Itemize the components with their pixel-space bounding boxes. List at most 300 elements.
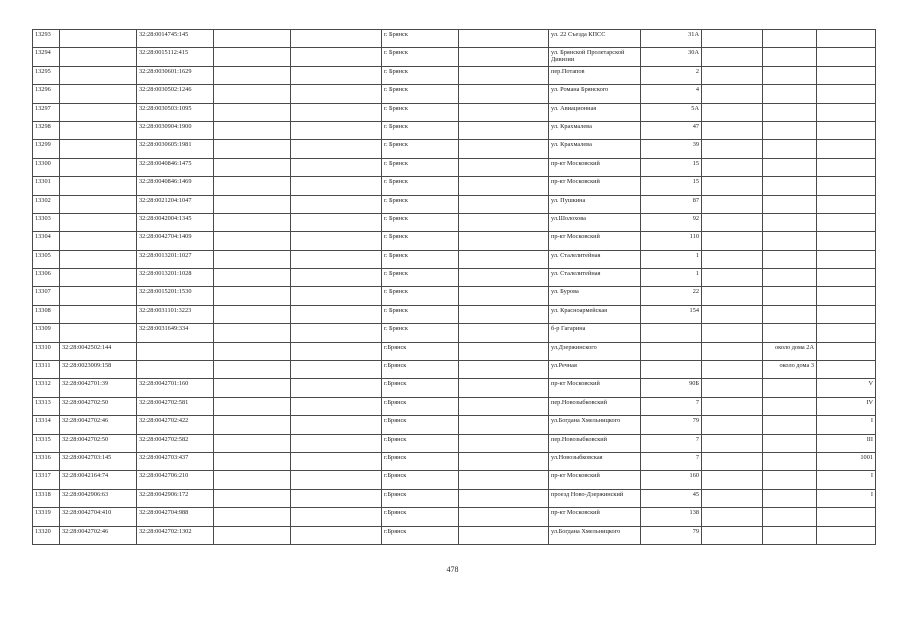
cell-record-number: 13294 <box>33 48 60 66</box>
cell-empty-col-10 <box>702 85 763 103</box>
cell-premises-number <box>817 140 876 158</box>
table-row <box>33 85 876 103</box>
cell-cadastral-number-land: 32:28:0042906:63 <box>60 489 137 507</box>
cell-empty-col-4 <box>214 526 291 544</box>
cell-premises-number: IV <box>817 397 876 415</box>
cell-cadastral-number-land: 32:28:0042702:50 <box>60 434 137 452</box>
cell-cadastral-number-land <box>60 85 137 103</box>
cell-location-note <box>763 471 817 489</box>
cell-cadastral-number-land <box>60 195 137 213</box>
cell-premises-number: III <box>817 434 876 452</box>
cell-cadastral-number-building: 32:28:0042004:1345 <box>137 213 214 231</box>
table-row <box>33 48 876 66</box>
cell-street: пр-кт Московский <box>549 177 641 195</box>
cell-cadastral-number-building: 32:28:0042906:172 <box>137 489 214 507</box>
cell-cadastral-number-land <box>60 213 137 231</box>
cell-empty-col-10 <box>702 121 763 139</box>
cell-location-note <box>763 508 817 526</box>
cell-empty-col-10 <box>702 452 763 470</box>
cell-premises-number <box>817 177 876 195</box>
table-row <box>33 158 876 176</box>
cell-empty-col-10 <box>702 48 763 66</box>
cell-city: г. Брянск <box>382 269 459 287</box>
cell-street: пер.Новозыбковский <box>549 434 641 452</box>
cell-empty-col-5 <box>291 213 382 231</box>
cell-empty-col-7 <box>459 434 549 452</box>
cell-house-number: 92 <box>641 213 702 231</box>
cell-empty-col-7 <box>459 397 549 415</box>
cell-empty-col-10 <box>702 397 763 415</box>
cell-empty-col-4 <box>214 140 291 158</box>
cell-cadastral-number-building: 32:28:0042702:1302 <box>137 526 214 544</box>
cell-empty-col-7 <box>459 342 549 360</box>
cell-street: проезд Ново-Дзержинский <box>549 489 641 507</box>
cell-city: г.Брянск <box>382 416 459 434</box>
cell-street: ул.Шолохова <box>549 213 641 231</box>
cell-premises-number <box>817 508 876 526</box>
cell-empty-col-10 <box>702 269 763 287</box>
cell-cadastral-number-building: 32:28:0031649:334 <box>137 324 214 342</box>
registry-table-body <box>33 30 876 545</box>
cell-premises-number <box>817 213 876 231</box>
cell-cadastral-number-land <box>60 103 137 121</box>
cell-empty-col-5 <box>291 452 382 470</box>
cell-empty-col-4 <box>214 121 291 139</box>
cell-house-number: 1 <box>641 269 702 287</box>
cell-city: г.Брянск <box>382 379 459 397</box>
cell-empty-col-4 <box>214 452 291 470</box>
cell-cadastral-number-building: 32:28:0030503:1095 <box>137 103 214 121</box>
cell-street: ул. Крахмалева <box>549 121 641 139</box>
cell-empty-col-10 <box>702 287 763 305</box>
cell-empty-col-5 <box>291 305 382 323</box>
cell-empty-col-5 <box>291 471 382 489</box>
cell-record-number: 13317 <box>33 471 60 489</box>
cell-location-note <box>763 140 817 158</box>
page-number: 478 <box>446 565 459 574</box>
cell-empty-col-10 <box>702 30 763 48</box>
cell-record-number: 13306 <box>33 269 60 287</box>
cell-location-note <box>763 85 817 103</box>
cell-empty-col-7 <box>459 195 549 213</box>
cell-record-number: 13307 <box>33 287 60 305</box>
cell-empty-col-5 <box>291 250 382 268</box>
cell-premises-number <box>817 305 876 323</box>
cell-empty-col-7 <box>459 158 549 176</box>
cell-house-number: 30А <box>641 48 702 66</box>
cell-city: г. Брянск <box>382 103 459 121</box>
cell-cadastral-number-building <box>137 361 214 379</box>
cell-house-number: 79 <box>641 526 702 544</box>
cell-cadastral-number-building: 32:28:0015201:1530 <box>137 287 214 305</box>
cell-street: пр-кт Московский <box>549 471 641 489</box>
cell-location-note <box>763 305 817 323</box>
cell-cadastral-number-building: 32:28:0042704:988 <box>137 508 214 526</box>
table-row <box>33 416 876 434</box>
cell-location-note <box>763 103 817 121</box>
cell-premises-number <box>817 48 876 66</box>
cell-empty-col-7 <box>459 379 549 397</box>
cell-location-note <box>763 489 817 507</box>
cell-city: г. Брянск <box>382 305 459 323</box>
cell-empty-col-4 <box>214 30 291 48</box>
cell-empty-col-4 <box>214 66 291 84</box>
cell-city: г.Брянск <box>382 361 459 379</box>
cell-street: пр-кт Московский <box>549 379 641 397</box>
cell-house-number: 160 <box>641 471 702 489</box>
cell-premises-number <box>817 342 876 360</box>
cell-premises-number <box>817 66 876 84</box>
cell-empty-col-7 <box>459 526 549 544</box>
cell-record-number: 13298 <box>33 121 60 139</box>
cell-empty-col-10 <box>702 213 763 231</box>
cell-record-number: 13309 <box>33 324 60 342</box>
cell-empty-col-10 <box>702 361 763 379</box>
table-row <box>33 140 876 158</box>
cell-street: ул. Красноармейская <box>549 305 641 323</box>
cell-empty-col-10 <box>702 232 763 250</box>
cell-location-note <box>763 66 817 84</box>
cell-empty-col-7 <box>459 416 549 434</box>
cell-empty-col-7 <box>459 121 549 139</box>
cell-street: пр-кт Московский <box>549 158 641 176</box>
cell-city: г. Брянск <box>382 121 459 139</box>
cell-location-note <box>763 48 817 66</box>
cell-empty-col-4 <box>214 213 291 231</box>
cell-cadastral-number-building: 32:28:0030601:1629 <box>137 66 214 84</box>
cell-empty-col-7 <box>459 48 549 66</box>
cell-location-note <box>763 213 817 231</box>
cell-record-number: 13296 <box>33 85 60 103</box>
cell-street: ул. Сталелитейная <box>549 250 641 268</box>
cell-empty-col-10 <box>702 103 763 121</box>
cell-location-note <box>763 269 817 287</box>
cell-cadastral-number-building: 32:28:0042706:210 <box>137 471 214 489</box>
cell-empty-col-7 <box>459 213 549 231</box>
cell-empty-col-4 <box>214 177 291 195</box>
cell-empty-col-7 <box>459 85 549 103</box>
cell-premises-number: I <box>817 489 876 507</box>
table-row <box>33 324 876 342</box>
registry-table <box>32 29 876 545</box>
cell-empty-col-5 <box>291 324 382 342</box>
cell-premises-number <box>817 361 876 379</box>
cell-street: ул. Сталелитейная <box>549 269 641 287</box>
cell-city: г.Брянск <box>382 397 459 415</box>
cell-location-note <box>763 452 817 470</box>
cell-location-note: около дома 2А <box>763 342 817 360</box>
cell-premises-number <box>817 85 876 103</box>
table-row <box>33 121 876 139</box>
cell-premises-number <box>817 250 876 268</box>
cell-empty-col-5 <box>291 434 382 452</box>
cell-city: г. Брянск <box>382 250 459 268</box>
cell-premises-number <box>817 195 876 213</box>
cell-house-number: 1 <box>641 250 702 268</box>
table-row <box>33 452 876 470</box>
cell-empty-col-10 <box>702 434 763 452</box>
cell-empty-col-5 <box>291 232 382 250</box>
cell-empty-col-10 <box>702 66 763 84</box>
cell-empty-col-5 <box>291 269 382 287</box>
cell-city: г. Брянск <box>382 66 459 84</box>
cell-cadastral-number-land: 32:28:0023009:158 <box>60 361 137 379</box>
cell-house-number: 31А <box>641 30 702 48</box>
cell-location-note <box>763 121 817 139</box>
cell-house-number: 110 <box>641 232 702 250</box>
cell-empty-col-5 <box>291 85 382 103</box>
cell-empty-col-4 <box>214 397 291 415</box>
cell-record-number: 13310 <box>33 342 60 360</box>
cell-house-number: 15 <box>641 177 702 195</box>
cell-record-number: 13315 <box>33 434 60 452</box>
cell-cadastral-number-land: 32:28:0042701:39 <box>60 379 137 397</box>
table-row <box>33 250 876 268</box>
cell-cadastral-number-building <box>137 342 214 360</box>
cell-city: г. Брянск <box>382 140 459 158</box>
cell-house-number: 79 <box>641 416 702 434</box>
cell-city: г.Брянск <box>382 526 459 544</box>
cell-house-number <box>641 324 702 342</box>
cell-premises-number <box>817 287 876 305</box>
cell-record-number: 13302 <box>33 195 60 213</box>
cell-house-number: 7 <box>641 452 702 470</box>
table-row <box>33 232 876 250</box>
cell-cadastral-number-land <box>60 48 137 66</box>
cell-empty-col-5 <box>291 195 382 213</box>
cell-empty-col-4 <box>214 287 291 305</box>
table-row <box>33 66 876 84</box>
cell-empty-col-10 <box>702 177 763 195</box>
table-row <box>33 526 876 544</box>
cell-empty-col-4 <box>214 48 291 66</box>
cell-empty-col-10 <box>702 250 763 268</box>
cell-empty-col-5 <box>291 379 382 397</box>
cell-empty-col-10 <box>702 195 763 213</box>
table-row <box>33 213 876 231</box>
cell-record-number: 13304 <box>33 232 60 250</box>
cell-empty-col-5 <box>291 416 382 434</box>
cell-record-number: 13316 <box>33 452 60 470</box>
cell-cadastral-number-land: 32:28:0042502:144 <box>60 342 137 360</box>
cell-street: пр-кт Московский <box>549 508 641 526</box>
cell-house-number: 2 <box>641 66 702 84</box>
cell-premises-number <box>817 324 876 342</box>
cell-cadastral-number-land: 32:28:0042164:74 <box>60 471 137 489</box>
cell-street: ул.Дзержинского <box>549 342 641 360</box>
cell-empty-col-4 <box>214 342 291 360</box>
cell-empty-col-10 <box>702 342 763 360</box>
cell-city: г.Брянск <box>382 342 459 360</box>
cell-cadastral-number-building: 32:28:0015112:415 <box>137 48 214 66</box>
cell-house-number: 7 <box>641 397 702 415</box>
cell-city: г. Брянск <box>382 232 459 250</box>
cell-city: г. Брянск <box>382 177 459 195</box>
cell-street: ул.Речная <box>549 361 641 379</box>
cell-location-note <box>763 250 817 268</box>
cell-cadastral-number-land: 32:28:0042703:145 <box>60 452 137 470</box>
table-row <box>33 434 876 452</box>
cell-empty-col-4 <box>214 489 291 507</box>
cell-cadastral-number-land: 32:28:0042702:46 <box>60 416 137 434</box>
cell-house-number: 154 <box>641 305 702 323</box>
cell-record-number: 13318 <box>33 489 60 507</box>
cell-empty-col-7 <box>459 269 549 287</box>
cell-record-number: 13308 <box>33 305 60 323</box>
cell-empty-col-10 <box>702 489 763 507</box>
cell-record-number: 13303 <box>33 213 60 231</box>
cell-city: г. Брянск <box>382 48 459 66</box>
cell-empty-col-4 <box>214 250 291 268</box>
cell-premises-number <box>817 121 876 139</box>
table-row <box>33 397 876 415</box>
cell-street: ул. Авиационная <box>549 103 641 121</box>
cell-location-note <box>763 324 817 342</box>
cell-cadastral-number-building: 32:28:0042702:582 <box>137 434 214 452</box>
table-row <box>33 287 876 305</box>
cell-cadastral-number-land <box>60 287 137 305</box>
cell-location-note <box>763 287 817 305</box>
cell-empty-col-5 <box>291 361 382 379</box>
cell-location-note <box>763 158 817 176</box>
cell-empty-col-7 <box>459 30 549 48</box>
cell-location-note <box>763 434 817 452</box>
cell-empty-col-4 <box>214 305 291 323</box>
table-row <box>33 508 876 526</box>
cell-location-note <box>763 30 817 48</box>
cell-house-number: 47 <box>641 121 702 139</box>
cell-empty-col-5 <box>291 121 382 139</box>
cell-empty-col-10 <box>702 416 763 434</box>
cell-empty-col-4 <box>214 434 291 452</box>
cell-record-number: 13305 <box>33 250 60 268</box>
cell-house-number <box>641 342 702 360</box>
cell-cadastral-number-land <box>60 250 137 268</box>
cell-empty-col-5 <box>291 287 382 305</box>
cell-house-number: 5А <box>641 103 702 121</box>
cell-empty-col-7 <box>459 250 549 268</box>
cell-street: ул. Крахмалева <box>549 140 641 158</box>
cell-location-note: около дома 3 <box>763 361 817 379</box>
cell-empty-col-7 <box>459 232 549 250</box>
cell-cadastral-number-building: 32:28:0042702:581 <box>137 397 214 415</box>
cell-street: ул. 22 Съезда КПСС <box>549 30 641 48</box>
cell-cadastral-number-land <box>60 232 137 250</box>
cell-empty-col-7 <box>459 287 549 305</box>
cell-empty-col-5 <box>291 342 382 360</box>
cell-empty-col-4 <box>214 85 291 103</box>
cell-cadastral-number-building: 32:28:0030904:1900 <box>137 121 214 139</box>
cell-house-number: 39 <box>641 140 702 158</box>
cell-street: пр-кт Московский <box>549 232 641 250</box>
cell-city: г.Брянск <box>382 471 459 489</box>
cell-empty-col-7 <box>459 305 549 323</box>
cell-empty-col-7 <box>459 324 549 342</box>
cell-cadastral-number-building: 32:28:0013201:1028 <box>137 269 214 287</box>
cell-street: ул. Пушкина <box>549 195 641 213</box>
cell-house-number: 90Б <box>641 379 702 397</box>
cell-house-number <box>641 361 702 379</box>
cell-house-number: 22 <box>641 287 702 305</box>
cell-city: г. Брянск <box>382 30 459 48</box>
cell-empty-col-7 <box>459 177 549 195</box>
cell-city: г.Брянск <box>382 489 459 507</box>
cell-street: ул. Брянской Пролетарской Дивизии <box>549 48 641 66</box>
cell-street: ул.Богдана Хмельницкого <box>549 416 641 434</box>
cell-cadastral-number-building: 32:28:0013201:1027 <box>137 250 214 268</box>
cell-cadastral-number-building: 32:28:0030605:1981 <box>137 140 214 158</box>
cell-city: г.Брянск <box>382 452 459 470</box>
cell-empty-col-10 <box>702 140 763 158</box>
table-row <box>33 177 876 195</box>
cell-street: ул.Новозыбковская <box>549 452 641 470</box>
cell-record-number: 13295 <box>33 66 60 84</box>
cell-location-note <box>763 416 817 434</box>
cell-cadastral-number-building: 32:28:0040846:1475 <box>137 158 214 176</box>
cell-empty-col-5 <box>291 177 382 195</box>
cell-cadastral-number-building: 32:28:0040846:1469 <box>137 177 214 195</box>
cell-record-number: 13311 <box>33 361 60 379</box>
cell-empty-col-5 <box>291 489 382 507</box>
cell-empty-col-10 <box>702 324 763 342</box>
cell-empty-col-10 <box>702 508 763 526</box>
cell-empty-col-5 <box>291 397 382 415</box>
cell-cadastral-number-land <box>60 140 137 158</box>
cell-empty-col-4 <box>214 269 291 287</box>
cell-premises-number <box>817 232 876 250</box>
cell-city: г.Брянск <box>382 508 459 526</box>
cell-premises-number: 1001 <box>817 452 876 470</box>
cell-house-number: 4 <box>641 85 702 103</box>
cell-city: г. Брянск <box>382 85 459 103</box>
cell-cadastral-number-land <box>60 305 137 323</box>
cell-empty-col-7 <box>459 452 549 470</box>
cell-empty-col-4 <box>214 361 291 379</box>
cell-empty-col-4 <box>214 324 291 342</box>
cell-record-number: 13319 <box>33 508 60 526</box>
cell-cadastral-number-land <box>60 66 137 84</box>
cell-premises-number: I <box>817 416 876 434</box>
table-row <box>33 269 876 287</box>
cell-cadastral-number-land <box>60 30 137 48</box>
cell-premises-number <box>817 526 876 544</box>
cell-cadastral-number-building: 32:28:0031101:3223 <box>137 305 214 323</box>
cell-cadastral-number-land <box>60 121 137 139</box>
cell-cadastral-number-land: 32:28:0042702:46 <box>60 526 137 544</box>
cell-house-number: 45 <box>641 489 702 507</box>
cell-cadastral-number-building: 32:28:0042702:422 <box>137 416 214 434</box>
cell-empty-col-4 <box>214 379 291 397</box>
cell-empty-col-5 <box>291 158 382 176</box>
cell-cadastral-number-building: 32:28:0014745:145 <box>137 30 214 48</box>
cell-premises-number <box>817 103 876 121</box>
cell-street: пер.Потапов <box>549 66 641 84</box>
cell-empty-col-7 <box>459 508 549 526</box>
table-row <box>33 195 876 213</box>
cell-city: г. Брянск <box>382 213 459 231</box>
table-row <box>33 342 876 360</box>
cell-record-number: 13299 <box>33 140 60 158</box>
cell-record-number: 13301 <box>33 177 60 195</box>
cell-empty-col-10 <box>702 526 763 544</box>
cell-premises-number: I <box>817 471 876 489</box>
cell-empty-col-5 <box>291 508 382 526</box>
cell-street: пер.Новозыбковский <box>549 397 641 415</box>
cell-empty-col-7 <box>459 66 549 84</box>
cell-record-number: 13312 <box>33 379 60 397</box>
cell-empty-col-4 <box>214 158 291 176</box>
table-row <box>33 30 876 48</box>
